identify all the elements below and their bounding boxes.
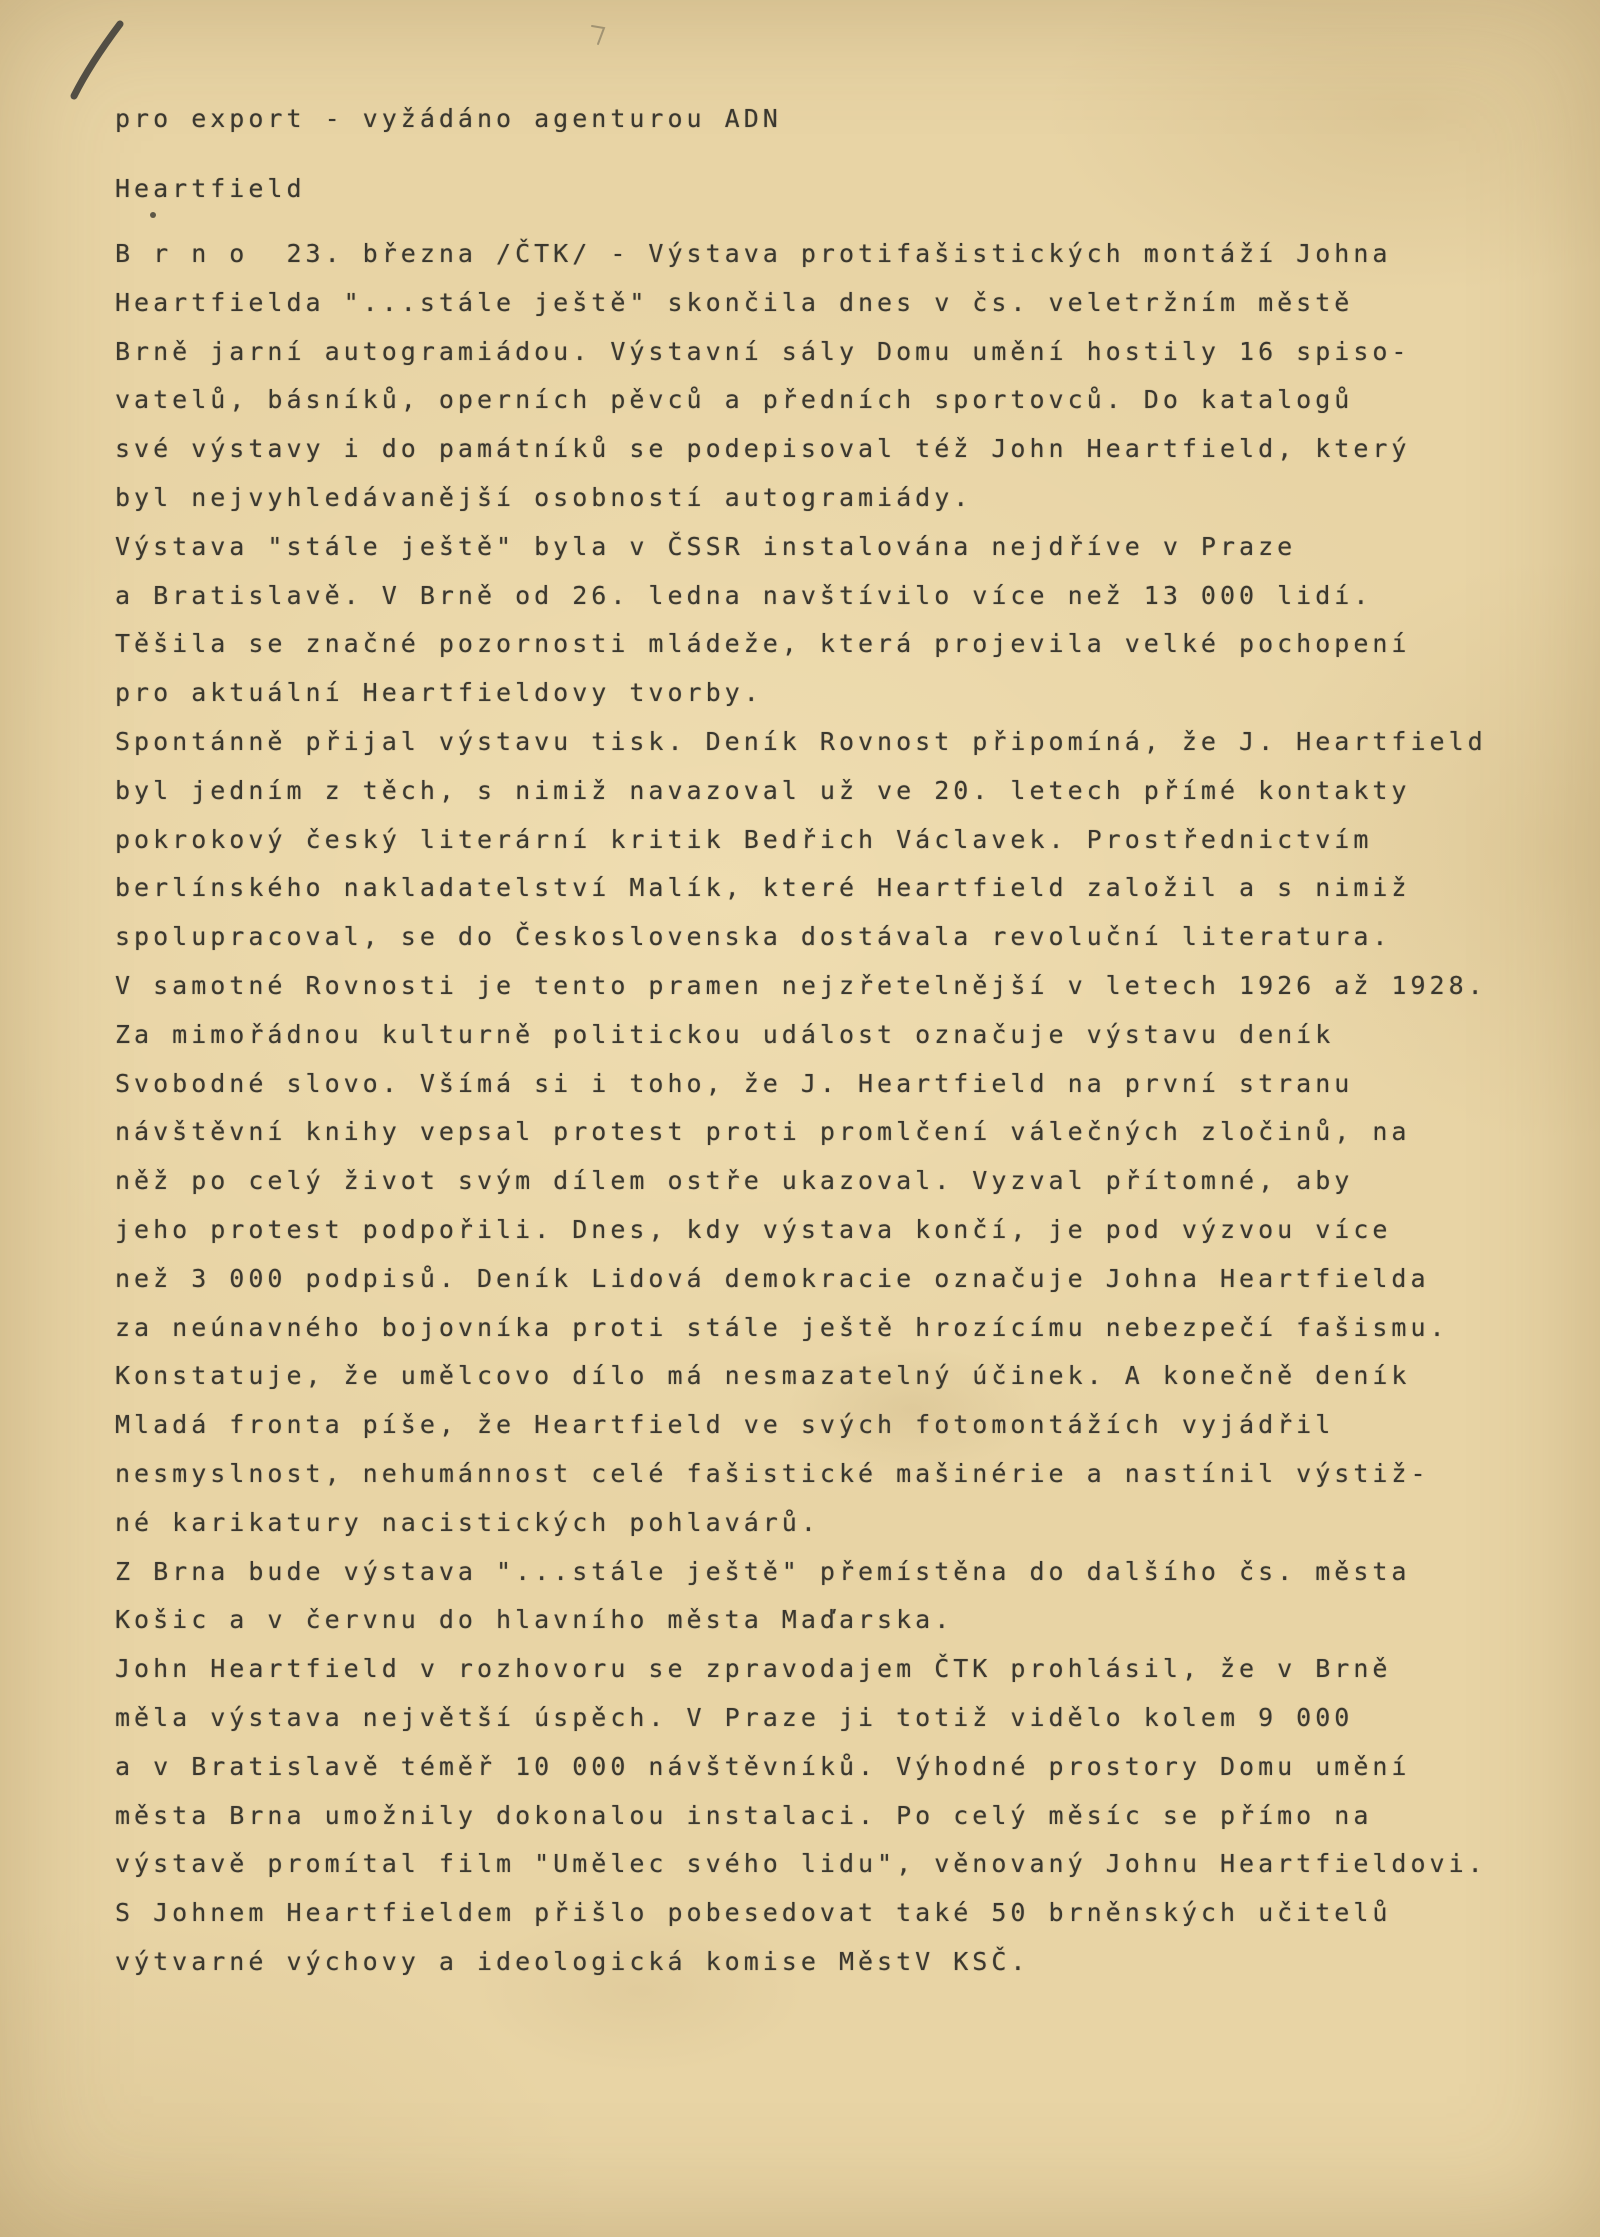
text-line: jeho protest podpořili. Dnes, kdy výstava končí, je pod výzvou více [115, 1214, 1392, 1244]
text-line: S Johnem Heartfieldem přišlo pobesedovat také 50 brněnských učitelů [115, 1898, 1392, 1928]
text-line: a Bratislavě. V Brně od 26. ledna navštívilo více než 13 000 lidí. [115, 580, 1373, 610]
text-line: své výstavy i do památníků se podepisoval též John Heartfield, který [115, 434, 1411, 464]
text-line: výstavě promítal film "Umělec svého lidu", věnovaný Johnu Heartfieldovi. [115, 1849, 1487, 1879]
text-line: za neúnavného bojovníka proti stále ještě hrozícímu nebezpečí fašismu. [115, 1312, 1449, 1342]
text-line: měla výstava největší úspěch. V Praze ji totiž vidělo kolem 9 000 [115, 1702, 1354, 1732]
text-line: Výstava "stále ještě" byla v ČSSR instalována nejdříve v Praze [115, 531, 1297, 561]
text-line: něž po celý život svým dílem ostře ukazoval. Vyzval přítomné, aby [115, 1166, 1354, 1196]
text-line: spolupracoval, se do Československa dostávala revoluční literatura. [115, 922, 1392, 952]
text-line: návštěvní knihy vepsal protest proti promlčení válečných zločinů, na [115, 1117, 1411, 1147]
text-line: berlínského nakladatelství Malík, které Heartfield založil a s nimiž [115, 873, 1411, 903]
stray-pen-mark [588, 22, 614, 48]
text-line: pro aktuální Heartfieldovy tvorby. [115, 678, 763, 708]
text-line: V samotné Rovnosti je tento pramen nejzřetelnější v letech 1926 až 1928. [115, 970, 1487, 1000]
text-line: Mladá fronta píše, že Heartfield ve svých fotomontážích vyjádřil [115, 1410, 1335, 1440]
stray-dot [150, 212, 156, 218]
text-line: byl nejvyhledávanější osobností autogramiády. [115, 482, 973, 512]
text-line: Košic a v červnu do hlavního města Maďarska. [115, 1605, 954, 1635]
text-line: nesmyslnost, nehumánnost celé fašistické mašinérie a nastínil výstiž- [115, 1458, 1430, 1488]
text-line: Brně jarní autogramiádou. Výstavní sály Domu umění hostily 16 spiso- [115, 336, 1411, 366]
text-line: Heartfielda "...stále ještě" skončila dnes v čs. veletržním městě [115, 287, 1354, 317]
text-line: Z Brna bude výstava "...stále ještě" přemístěna do dalšího čs. města [115, 1556, 1411, 1586]
document-title: Heartfield [115, 174, 306, 203]
handwritten-slash-mark [58, 12, 138, 108]
text-line: né karikatury nacistických pohlavárů. [115, 1507, 820, 1537]
text-line: pokrokový český literární kritik Bedřich Václavek. Prostřednictvím [115, 824, 1373, 854]
text-line: byl jedním z těch, s nimiž navazoval už ve 20. letech přímé kontakty [115, 775, 1411, 805]
text-line: Konstatuje, že umělcovo dílo má nesmazatelný účinek. A konečně deník [115, 1361, 1411, 1391]
text-line: a v Bratislavě téměř 10 000 návštěvníků. Výhodné prostory Domu umění [115, 1751, 1411, 1781]
text-line: vatelů, básníků, operních pěvců a předních sportovců. Do katalogů [115, 385, 1354, 415]
text-line: John Heartfield v rozhovoru se zpravodajem ČTK prohlásil, že v Brně [115, 1654, 1392, 1684]
text-line: výtvarné výchovy a ideologická komise MěstV KSČ. [115, 1946, 1030, 1976]
text-line: B r n o 23. března /ČTK/ - Výstava protifašistických montáží Johna [115, 239, 1392, 268]
text-line: města Brna umožnily dokonalou instalaci. Po celý měsíc se přímo na [115, 1800, 1373, 1830]
text-line: Spontánně přijal výstavu tisk. Deník Rovnost připomíná, že J. Heartfield [115, 726, 1487, 756]
text-line: Za mimořádnou kulturně politickou událost označuje výstavu deník [115, 1019, 1335, 1049]
text-line: než 3 000 podpisů. Deník Lidová demokracie označuje Johna Heartfielda [115, 1263, 1430, 1293]
body-text [115, 230, 1487, 1987]
export-note-line: pro export - vyžádáno agenturou ADN [115, 104, 782, 133]
text-line: Těšila se značné pozornosti mládeže, která projevila velké pochopení [115, 629, 1411, 659]
text-line: Svobodné slovo. Všímá si i toho, že J. Heartfield na první stranu [115, 1068, 1354, 1098]
